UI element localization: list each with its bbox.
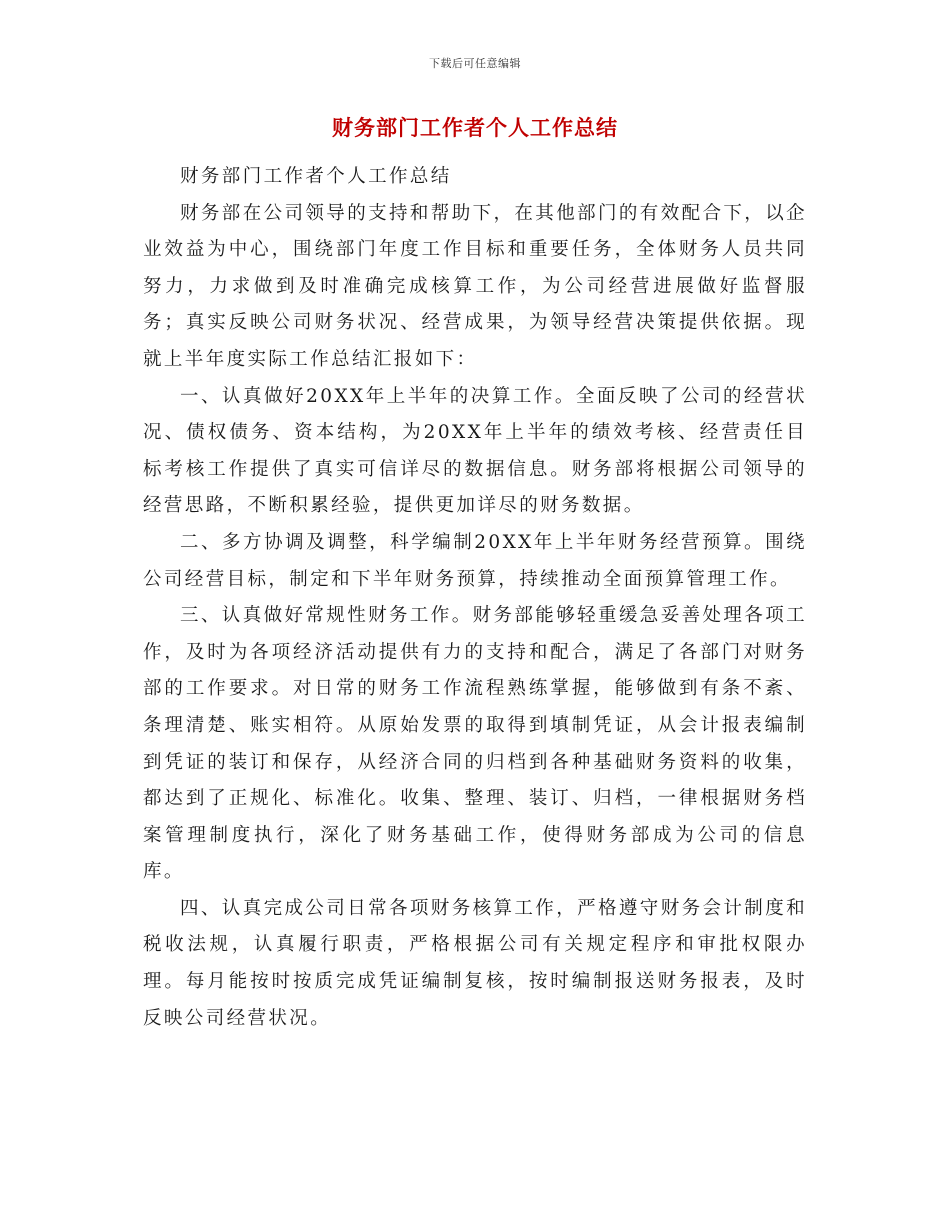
paragraph-item-3: 三、认真做好常规性财务工作。财务部能够轻重缓急妥善处理各项工作，及时为各项经济活动提供有力的支持和配合，满足了各部门对财务部的工作要求。对日常的财务工作流程熟练掌握，能够做到有条不紊、条理清楚、账实相符。从原始发票的取得到填制凭证，从会计报表编制到凭证的装订和保存，从经济合同的归档到各种基础财务资料的收集，都达到了正规化、标准化。收集、整理、装订、归档，一律根据财务档案管理制度执行，深化了财务基础工作，使得财务部成为公司的信息库。 bbox=[143, 605, 808, 883]
paragraph-item-2: 二、多方协调及调整，科学编制20XX年上半年财务经营预算。围绕公司经营目标，制定和下半年财务预算，持续推动全面预算管理工作。 bbox=[143, 531, 807, 590]
document-title: 财务部门工作者个人工作总结 bbox=[332, 116, 618, 140]
paragraph-intro: 财务部在公司领导的支持和帮助下，在其他部门的有效配合下，以企业效益为中心，围绕部门年度工作目标和重要任务，全体财务人员共同努力，力求做到及时准确完成核算工作，为公司经营进展做好监督服务；真实反映公司财务状况、经营成果，为领导经营决策提供依据。现就上半年度实际工作总结汇报如下： bbox=[143, 202, 808, 370]
header-note: 下载后可任意编辑 bbox=[429, 57, 521, 70]
paragraph-item-1: 一、认真做好20XX年上半年的决算工作。全面反映了公司的经营状况、债权债务、资本结构，为20XX年上半年的绩效考核、经营责任目标考核工作提供了真实可信详尽的数据信息。财务部将根据公司领导的经营思路，不断积累经验，提供更加详尽的财务数据。 bbox=[143, 385, 807, 517]
document-body bbox=[143, 159, 807, 1037]
paragraph-subtitle: 财务部门工作者个人工作总结 bbox=[180, 166, 452, 187]
paragraph-item-4: 四、认真完成公司日常各项财务核算工作，严格遵守财务会计制度和税收法规，认真履行职责，严格根据公司有关规定程序和审批权限办理。每月能按时按质完成凭证编制复核，按时编制报送财务报表，及时反映公司经营状况。 bbox=[143, 897, 808, 1029]
